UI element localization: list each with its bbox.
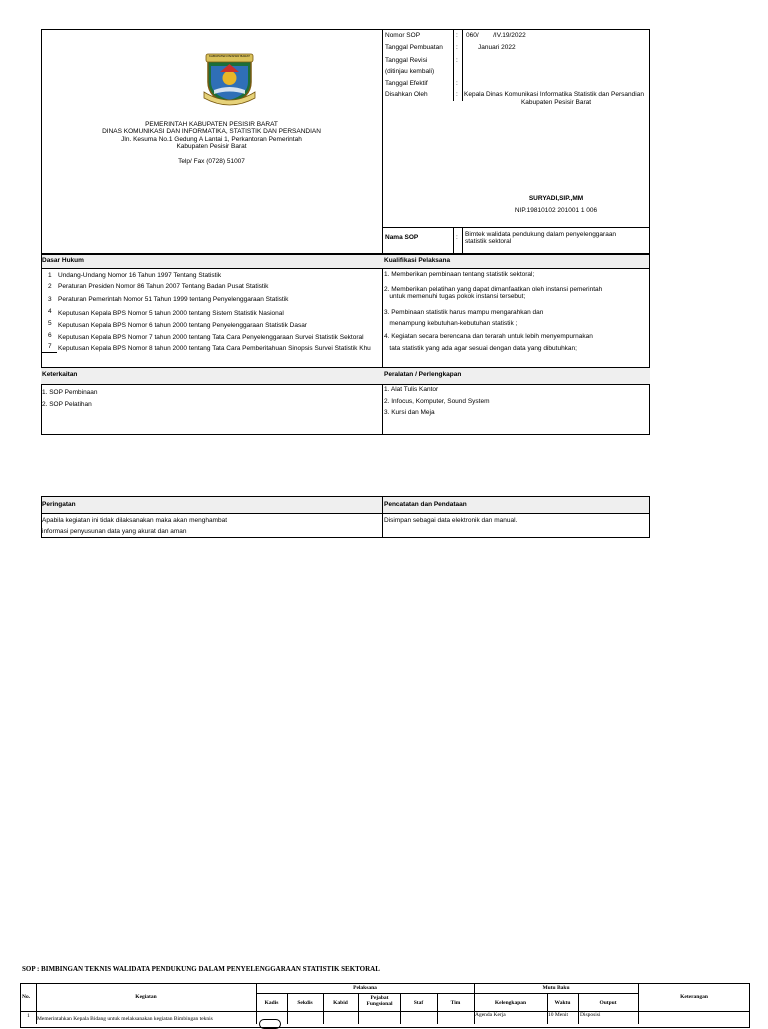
flow-col-pelaksana: Pelaksana	[353, 985, 377, 991]
flow-col-kadis: Kadis	[264, 1000, 279, 1006]
dasar-hukum-item: Peraturan Presiden Nomor 86 Tahun 2007 Tentang Badan Pusat Statistik	[58, 283, 269, 290]
peralatan-item: 2. Infocus, Komputer, Sound System	[384, 398, 490, 405]
flow-col-waktu: Waktu	[554, 1000, 571, 1006]
dasar-hukum-no: 3	[48, 296, 52, 303]
dasar-hukum-item: Keputusan Kepala BPS Nomor 8 tahun 2000 tentang Tata Cara Pemberitahuan Sinopsis Survei Statistik Khu	[58, 345, 371, 352]
kualifikasi-line: tata statistik yang ada agar sesuai dengan data yang dibutuhkan;	[384, 345, 577, 352]
flow-col-keterangan: Keterangan	[680, 994, 708, 1000]
peralatan-item: 1. Alat Tulis Kantor	[384, 386, 439, 393]
org-phone: Telp/ Fax (0728) 51007	[178, 158, 245, 165]
pencatatan-text: Disimpan sebagai data elektronik dan manual.	[384, 517, 518, 524]
dasar-hukum-title: Dasar Hukum	[42, 257, 84, 264]
signer-name: SURYADI,SIP.,MM	[528, 195, 584, 202]
value-approver-region: Kabupaten Pesisir Barat	[520, 99, 592, 106]
dasar-hukum-no: 4	[48, 308, 52, 315]
flow-row-no: 1	[27, 1013, 30, 1019]
label-nomor-sop: Nomor SOP	[385, 32, 421, 39]
sep-nomor-sop: :	[456, 32, 458, 39]
flow-col-output: Output	[599, 1000, 617, 1006]
value-nomor-sop: 060/ /IV.19/2022	[466, 32, 526, 39]
label-nama-sop: Nama SOP	[385, 234, 419, 241]
sep-tanggal-efektif: :	[456, 80, 458, 87]
logo-banner-text: KABUPATEN PESISIR BARAT	[208, 54, 250, 58]
keterkaitan-title: Keterkaitan	[42, 371, 78, 378]
flow-row-waktu: 10 Menit	[548, 1012, 569, 1018]
kualifikasi-title: Kualifikasi Pelaksana	[384, 257, 451, 264]
flow-title: SOP : BIMBINGAN TEKNIS WALIDATA PENDUKUNG DALAM PENYELENGGARAAN STATISTIK SEKTORAL	[22, 965, 380, 973]
sep-tanggal-pembuatan: :	[456, 44, 458, 51]
flow-start-symbol	[259, 1019, 281, 1029]
label-tanggal-pembuatan: Tanggal Pembuatan	[385, 44, 443, 51]
label-tanggal-efektif: Tanggal Efektif	[385, 80, 428, 87]
flow-row-output: Disposisi	[580, 1012, 601, 1018]
sep-tanggal-revisi: :	[456, 57, 458, 64]
org-name-line-1: PEMERINTAH KABUPATEN PESISIR BARAT	[145, 121, 278, 128]
signer-nip: NIP.19810102 201001 1 006	[514, 207, 598, 214]
dasar-hukum-no: 1	[48, 272, 52, 279]
sep-nama-sop: :	[456, 234, 458, 241]
dasar-hukum-no: 7	[48, 343, 52, 350]
dasar-hukum-item: Keputusan Kepala BPS Nomor 7 tahun 2000 tentang Tata Cara Penyelenggaraan Survei Statistik Sektoral	[58, 334, 364, 341]
flow-col-kelengkapan: Kelengkapan	[494, 1000, 527, 1006]
dasar-hukum-no: 2	[48, 283, 52, 290]
dasar-hukum-item: Peraturan Pemerintah Nomor 51 Tahun 1999 tentang Penyelenggaraan Statistik	[58, 296, 289, 303]
pencatatan-title: Pencatatan dan Pendataan	[384, 501, 467, 508]
value-disahkan-oleh: Kepala Dinas Komunikasi Informatika Statistik dan Persandian	[464, 91, 644, 98]
value-nama-sop-1: Bimtek walidata pendukung dalam penyelenggaraan	[465, 231, 617, 238]
value-nama-sop-2: statistik sektoral	[465, 238, 512, 245]
flow-col-pejabat-fungsional: Pejabat Fungsional	[366, 995, 393, 1007]
kualifikasi-line: 2. Memberikan pelatihan yang dapat dimanfaatkan oleh instansi pemerintah	[384, 286, 603, 293]
flow-col-kegiatan: Kegiatan	[135, 994, 157, 1000]
kualifikasi-line: menampung kebutuhan-kebutuhan statistik ;	[384, 320, 518, 327]
flow-col-mutu-baku: Mutu Baku	[542, 985, 570, 991]
dasar-hukum-item: Keputusan Kepala BPS Nomor 6 tahun 2000 tentang Penyelenggaraan Statistik Dasar	[58, 322, 307, 329]
dasar-hukum-item: Undang-Undang Nomor 16 Tahun 1997 Tentang Statistik	[58, 272, 222, 279]
peringatan-line: informasi penyusunan data yang akurat dan aman	[42, 528, 187, 535]
org-name-line-2: DINAS KOMUNIKASI DAN INFORMATIKA, STATISTIK DAN PERSANDIAN	[102, 128, 321, 135]
label-tanggal-revisi: Tanggal Revisi	[385, 57, 428, 64]
kualifikasi-line: 1. Memberikan pembinaan tentang statistik sektoral;	[384, 271, 535, 278]
dasar-hukum-no: 6	[48, 332, 52, 339]
flow-col-sekdis: Sekdis	[297, 1000, 313, 1006]
peralatan-item: 3. Kursi dan Meja	[384, 409, 435, 416]
regency-logo-icon	[202, 52, 257, 106]
keterkaitan-item: 1. SOP Pembinaan	[42, 389, 98, 396]
kualifikasi-line: 4. Kegiatan secara berencana dan terarah untuk lebih menyempurnakan	[384, 333, 593, 340]
org-address-line: Jln. Kesuma No.1 Gedung A Lantai 1, Perkantoran Pemerintah	[121, 136, 302, 143]
keterkaitan-item: 2. SOP Pelatihan	[42, 401, 92, 408]
value-tanggal-pembuatan: Januari 2022	[478, 44, 516, 51]
flow-col-tim: Tim	[450, 1000, 461, 1006]
sep-disahkan-oleh: :	[456, 91, 458, 98]
kualifikasi-line: untuk memenuhi tugas pokok instansi tersebut;	[384, 293, 526, 300]
flow-col-no: No.	[22, 994, 31, 1000]
peringatan-line: Apabila kegiatan ini tidak dilaksanakan maka akan menghambat	[42, 517, 228, 524]
flow-col-staf: Staf	[413, 1000, 424, 1006]
flow-row-kegiatan: Memerintahkan Kepala Bidang untuk melaksanakan kegiatan Bimbingan teknis	[37, 1016, 213, 1022]
peralatan-title: Peralatan / Perlengkapan	[384, 371, 462, 378]
label-disahkan-oleh: Disahkan Oleh	[385, 91, 428, 98]
dasar-hukum-item: Keputusan Kepala BPS Nomor 5 tahun 2000 tentang Sistem Statistik Nasional	[58, 310, 284, 317]
kualifikasi-line: 3. Pembinaan statistik harus mampu mengarahkan dan	[384, 309, 544, 316]
flow-row-kelengkapan: Agenda Kerja	[475, 1012, 506, 1018]
flow-col-kabid: Kabid	[333, 1000, 348, 1006]
label-ditinjau: (ditinjau kembali)	[385, 68, 435, 75]
dasar-hukum-no: 5	[48, 320, 52, 327]
org-region-line: Kabupaten Pesisir Barat	[176, 143, 247, 150]
peringatan-title: Peringatan	[42, 501, 76, 508]
